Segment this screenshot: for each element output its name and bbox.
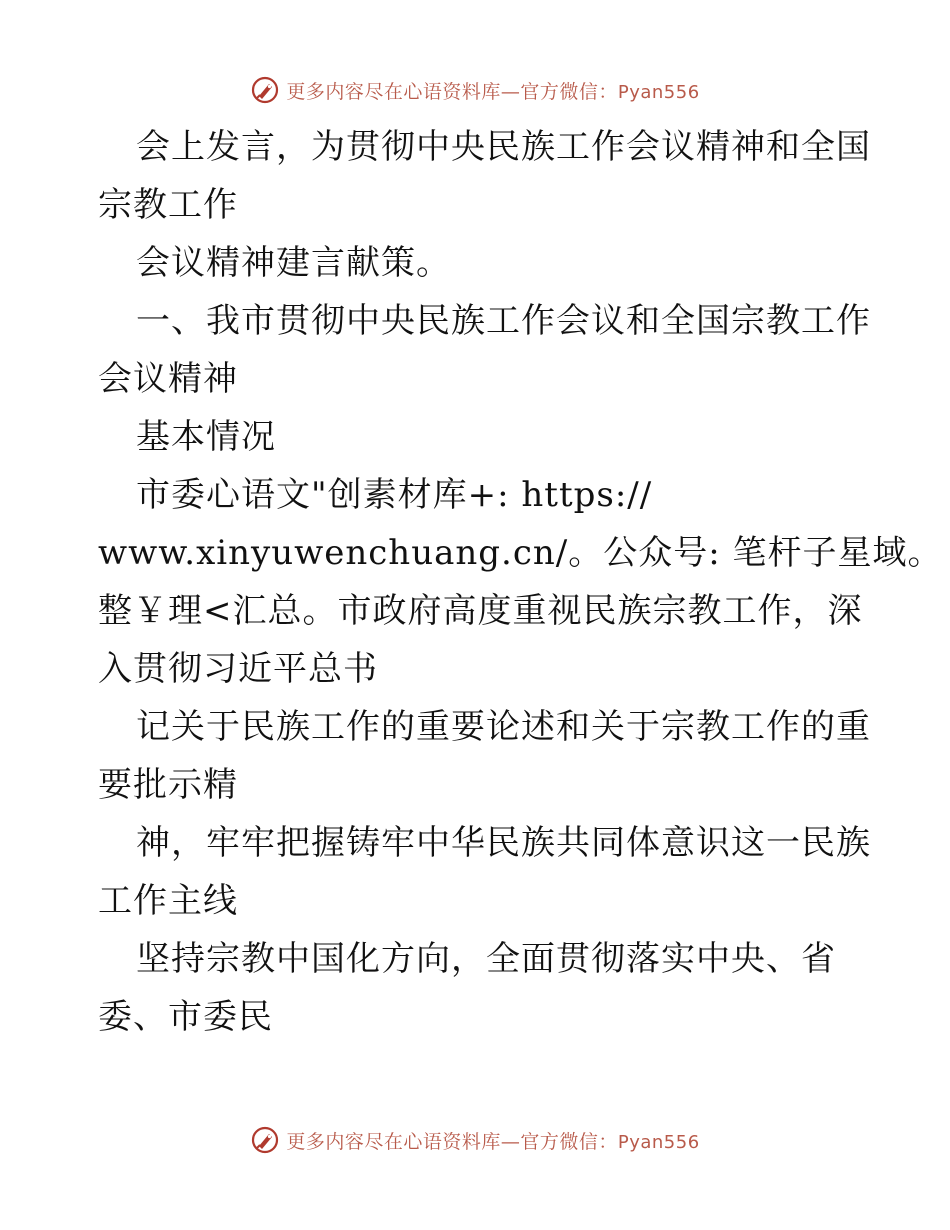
body-line: 基本情况 [136, 417, 276, 457]
document-body [98, 118, 943, 1046]
body-line: 会议精神 [98, 359, 238, 399]
body-line: 会上发言，为贯彻中央民族工作会议精神和全国 [136, 127, 871, 167]
body-line: 一、我市贯彻中央民族工作会议和全国宗教工作 [136, 301, 871, 341]
body-line: 坚持宗教中国化方向，全面贯彻落实中央、省 [136, 939, 836, 979]
footer-site-text: 更多内容尽在心语资料库— [286, 1130, 521, 1153]
body-line: 工作主线 [98, 881, 238, 921]
body-line: 神，牢牢把握铸牢中华民族共同体意识这一民族 [136, 823, 871, 863]
footer-wechat-text: 官方微信： [520, 1130, 618, 1153]
body-line: www.xinyuwenchuang.cn/。公众号: 笔杆子星域。 [98, 533, 943, 573]
body-line: 整￥理<汇总。市政府高度重视民族宗教工作，深 [98, 591, 863, 631]
header-wechat-id: Pyan556 [617, 81, 700, 103]
pen-nib-logo-icon [250, 1125, 280, 1155]
body-line: 宗教工作 [98, 185, 238, 225]
body-line: 记关于民族工作的重要论述和关于宗教工作的重 [136, 707, 871, 747]
body-line: 入贯彻习近平总书 [98, 649, 378, 689]
body-line: 要批示精 [98, 765, 238, 805]
header-site-text: 更多内容尽在心语资料库— [286, 80, 521, 103]
header-wechat-text: 官方微信： [520, 80, 618, 103]
body-line: 市委心语文"创素材库+: https:// [136, 475, 653, 515]
pen-nib-logo-icon [250, 75, 280, 105]
header-banner [0, 70, 950, 110]
body-line: 委、市委民 [98, 997, 273, 1037]
footer-wechat-id: Pyan556 [617, 1131, 700, 1153]
footer-banner-text [286, 1127, 699, 1154]
header-banner-text [286, 77, 699, 104]
footer-banner [0, 1120, 950, 1160]
body-line: 会议精神建言献策。 [136, 243, 451, 283]
